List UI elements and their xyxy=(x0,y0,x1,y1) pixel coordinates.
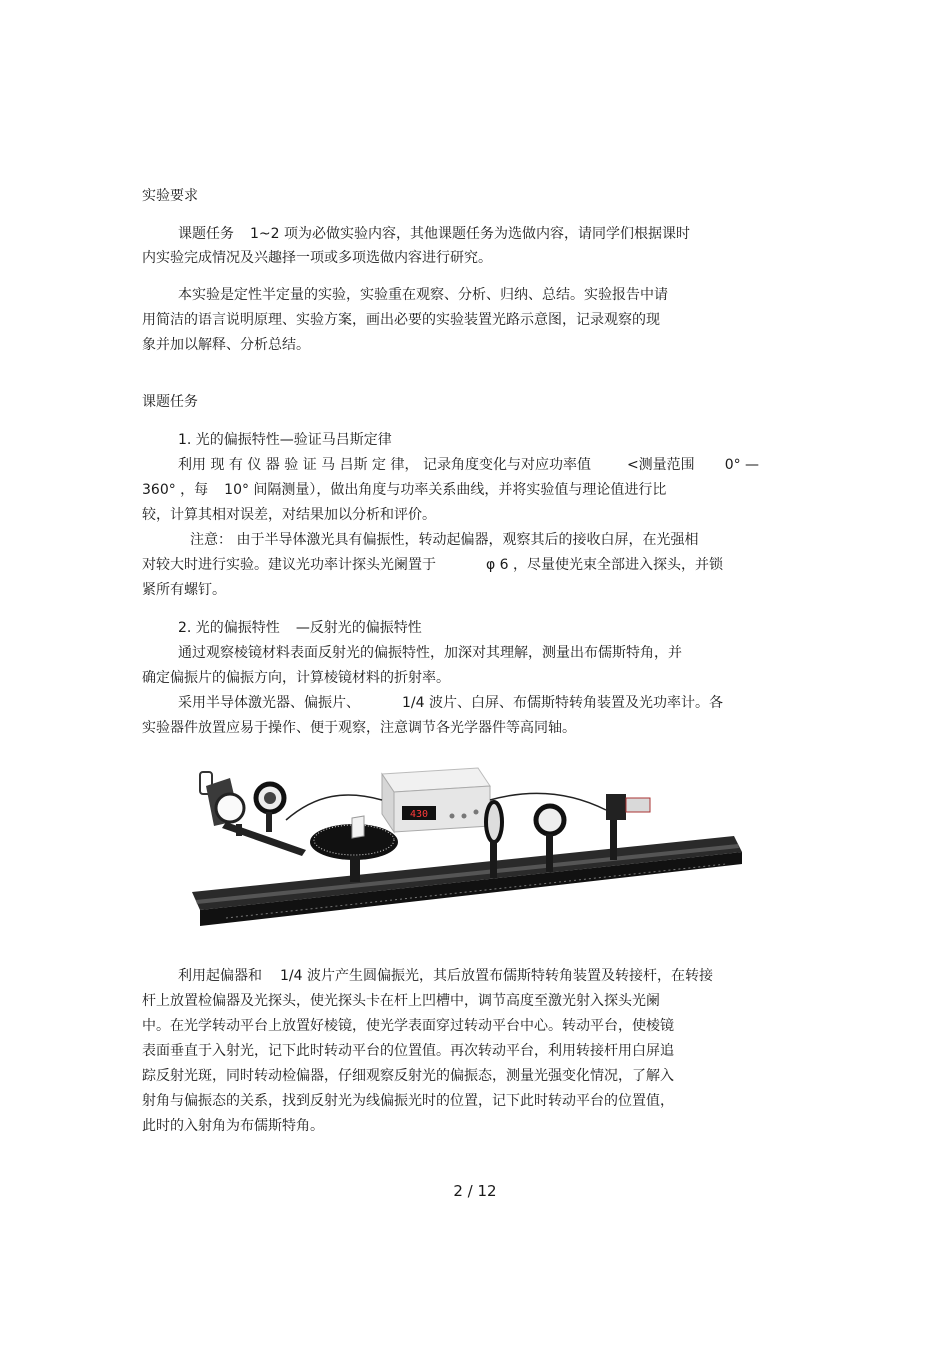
paragraph-line: 中。在光学转动平台上放置好棱镜，使光学表面穿过转动平台中心。转动平台，使棱镜 xyxy=(142,1018,674,1034)
paragraph-line: 用简洁的语言说明原理、实验方案，画出必要的实验装置光路示意图，记录观察的现 xyxy=(142,312,660,328)
paragraph-line: 此时的入射角为布儒斯特角。 xyxy=(142,1118,324,1134)
text-run: 360° ，每 xyxy=(142,482,209,498)
paragraph-line xyxy=(178,225,690,243)
paragraph-line xyxy=(178,967,713,985)
paragraph-line: 确定偏振片的偏振方向，计算棱镜材料的折射率。 xyxy=(142,670,450,686)
paragraph-line xyxy=(178,456,759,474)
paragraph-line: 内实验完成情况及兴趣择一项或多项选做内容进行研究。 xyxy=(142,250,492,266)
paragraph-line: 杆上放置检偏器及光探头，使光探头卡在杆上凹槽中，调节高度至激光射入探头光阑 xyxy=(142,993,660,1009)
text-run: 2. 光的偏振特性 xyxy=(178,620,280,636)
section-heading-tasks: 课题任务 xyxy=(142,394,198,410)
text-run: 1/4 波片产生圆偏振光，其后放置布儒斯特转角装置及转接杆，在转接 xyxy=(280,968,713,984)
text-run: —反射光的偏振特性 xyxy=(295,620,422,636)
paragraph-line: 较，计算其相对误差，对结果加以分析和评价。 xyxy=(142,507,436,523)
task1-title: 1. 光的偏振特性—验证马吕斯定律 xyxy=(178,432,392,448)
text-run: 1/4 波片、白屏、布儒斯特转角装置及光功率计。各 xyxy=(402,695,723,711)
section-heading-requirements: 实验要求 xyxy=(142,188,198,204)
paragraph-line: 本实验是定性半定量的实验，实验重在观察、分析、归纳、总结。实验报告中请 xyxy=(178,287,668,303)
paragraph-line xyxy=(178,694,723,712)
text-run: 利用 现 有 仪 器 验 证 马 吕斯 定 律， 记录角度变化与对应功率值 xyxy=(178,457,591,473)
paragraph-line: 射角与偏振态的关系，找到反射光为线偏振光时的位置，记下此时转动平台的位置值， xyxy=(142,1093,674,1109)
note-line xyxy=(142,556,723,574)
text-run: <测量范围 xyxy=(626,457,695,473)
paragraph-line: 象并加以解释、分析总结。 xyxy=(142,337,310,353)
paragraph-line xyxy=(142,481,666,499)
laser-assembly xyxy=(200,772,306,856)
paragraph-line: 实验器件放置应易于操作、便于观察，注意调节各光学器件等高同轴。 xyxy=(142,720,576,736)
paragraph-line: 踪反射光斑，同时转动检偏器，仔细观察反射光的偏振态，测量光强变化情况，了解入 xyxy=(142,1068,674,1084)
paragraph-line: 表面垂直于入射光，记下此时转动平台的位置值。再次转动平台，利用转接杆用白屏追 xyxy=(142,1043,674,1059)
text-run: 课题任务 xyxy=(178,226,234,242)
paragraph-line: 通过观察棱镜材料表面反射光的偏振特性，加深对其理解，测量出布儒斯特角，并 xyxy=(178,645,682,661)
note-line: 紧所有螺钉。 xyxy=(142,582,226,598)
text-run: 利用起偏器和 xyxy=(178,968,262,984)
text-run: 0° — xyxy=(724,457,760,473)
text-run: 1~2 项为必做实验内容，其他课题任务为选做内容，请同学们根据课时 xyxy=(250,226,690,242)
apparatus-photo xyxy=(186,760,746,936)
optical-rail xyxy=(192,836,742,926)
task2-title xyxy=(178,619,422,637)
text-run: φ 6 ，尽量使光束全部进入探头，并锁 xyxy=(486,557,724,573)
text-run: 10° 间隔测量），做出角度与功率关系曲线，并将实验值与理论值进行比 xyxy=(224,482,667,498)
page-number: 2 / 12 xyxy=(453,1182,497,1200)
meter-display: 430 xyxy=(409,809,429,820)
text-run: 采用半导体激光器、偏振片、 xyxy=(178,695,360,711)
text-run: 对较大时进行实验。建议光功率计探头光阑置于 xyxy=(142,557,436,573)
note-line: 注意： 由于半导体激光具有偏振性，转动起偏器，观察其后的接收白屏，在光强相 xyxy=(190,532,699,548)
